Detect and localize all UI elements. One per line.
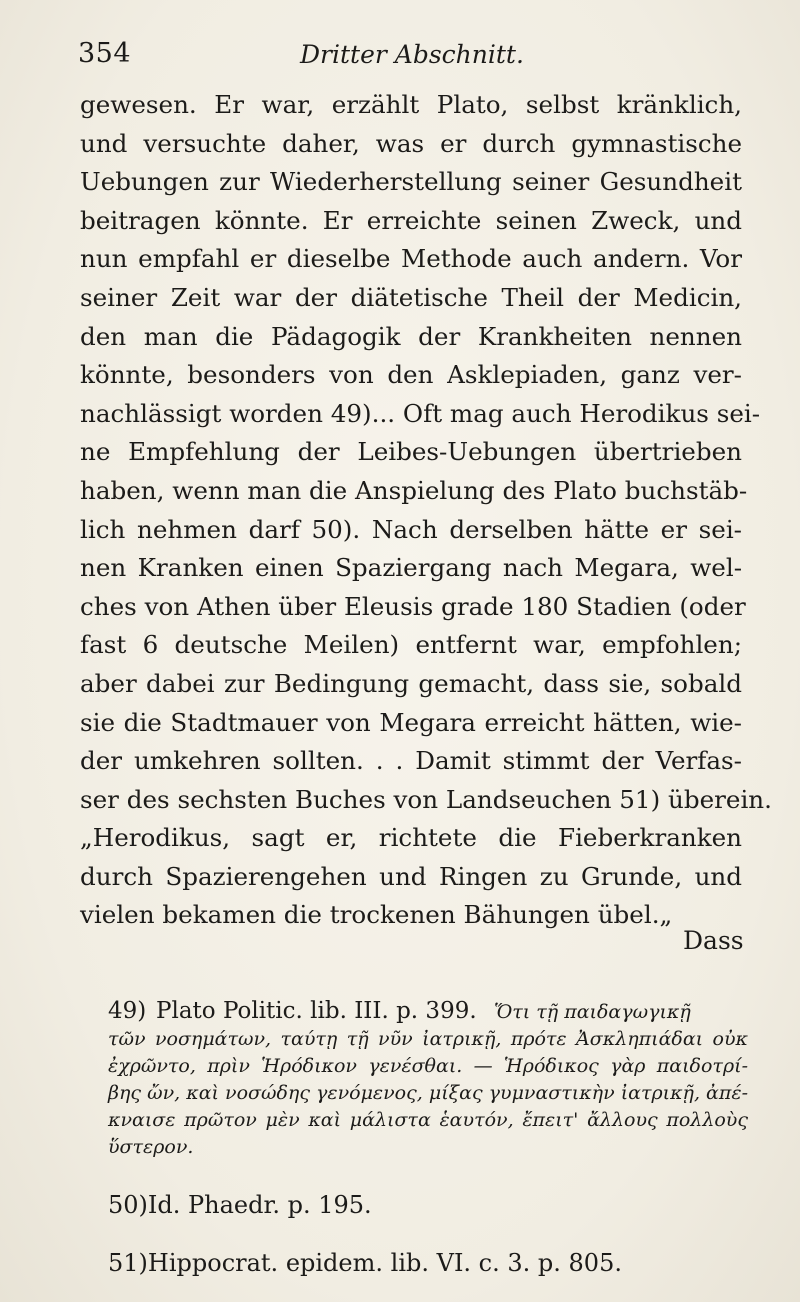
body-text	[80, 86, 772, 935]
text-line: könnte, besonders von den Asklepiaden, ganz ver-	[80, 360, 742, 390]
text-line: gewesen. Er war, erzählt Plato, selbst kränklich,	[80, 90, 742, 119]
text-line: lich nehmen darf 50). Nach derselben hätte er sei-	[80, 514, 742, 544]
text-line: nen Kranken einen Spaziergang nach Megara, wel-	[80, 553, 742, 583]
footnote-number: 49)	[108, 998, 147, 1024]
text-line: nun empfahl er dieselbe Methode auch andern. Vor	[80, 244, 742, 274]
text-line: beitragen könnte. Er erreichte seinen Zweck, und	[80, 205, 742, 235]
text-line: haben, wenn man die Anspielung des Plato buchstäb-	[80, 475, 748, 505]
footnote-51	[108, 1249, 748, 1277]
text-line: Uebungen zur Wiederherstellung seiner Gesundheit	[80, 167, 742, 197]
greek-quote: Ὅτι τῇ παιδαγωγικῇ	[493, 1001, 691, 1023]
text-line: seiner Zeit war der diätetische Theil der Medicin,	[80, 282, 742, 312]
footnote-number: 50)	[108, 1191, 148, 1219]
footnote-number: 51)	[108, 1249, 148, 1277]
text-line: ne Empfehlung der Leibes-Uebungen übertrieben	[80, 437, 742, 467]
greek-quote-line: βης ὤν, καὶ νοσώδης γενόμενος, μίξας γυμναστικὴν ἰατρικῇ, ἀπέ-	[108, 1082, 748, 1104]
catchword: Dass	[683, 926, 744, 955]
footnote-text: Id. Phaedr. p. 195.	[147, 1191, 372, 1219]
greek-quote-line: τῶν νοσημάτων, ταύτῃ τῇ νῦν ἰατρικῇ, πρότε Ἀσκληπιάδαι οὐκ	[108, 1028, 748, 1050]
text-line: aber dabei zur Bedingung gemacht, dass sie, sobald	[80, 668, 742, 698]
text-line: den man die Pädagogik der Krankheiten nennen	[80, 321, 742, 351]
text-line: „Herodikus, sagt er, richtete die Fieberkranken	[80, 823, 742, 853]
footnotes	[108, 998, 748, 1277]
greek-quote-line: κναισε πρῶτον μὲν καὶ μάλιστα ἑαυτόν, ἔπειτ' ἄλλους πολλοὺς	[108, 1109, 748, 1131]
greek-quote-line: ὕστερον.	[108, 1136, 194, 1158]
text-line: ches von Athen über Eleusis grade 180 Stadien (oder	[80, 591, 746, 621]
footnote-50	[108, 1191, 748, 1219]
footnote-49	[108, 998, 748, 1026]
text-line: nachlässigt worden 49)... Oft mag auch Herodikus sei-	[80, 398, 761, 428]
page-header	[78, 36, 738, 76]
text-line: fast 6 deutsche Meilen) entfernt war, empfohlen;	[80, 630, 742, 660]
running-head: Dritter Abschnitt.	[300, 40, 524, 69]
text-line: durch Spazierengehen und Ringen zu Grunde, und	[80, 861, 742, 891]
greek-quote-line: ἐχρῶντο, πρὶν Ἡρόδικον γενέσθαι. — Ἡρόδικος γὰρ παιδοτρί-	[108, 1055, 748, 1077]
text-line: der umkehren sollten. . . Damit stimmt der Verfas-	[80, 746, 742, 776]
text-line: vielen bekamen die trockenen Bähungen übel.„	[80, 900, 673, 930]
text-line: und versuchte daher, was er durch gymnastische	[80, 128, 742, 158]
footnote-text: Hippocrat. epidem. lib. VI. c. 3. p. 805.	[147, 1249, 622, 1277]
text-line: ser des sechsten Buches von Landseuchen 51) überein.	[80, 784, 772, 814]
footnote-text: Plato Politic. lib. III. p. 399.	[156, 998, 477, 1024]
text-line: sie die Stadtmauer von Megara erreicht hätten, wie-	[80, 707, 742, 737]
page-number: 354	[78, 38, 132, 69]
